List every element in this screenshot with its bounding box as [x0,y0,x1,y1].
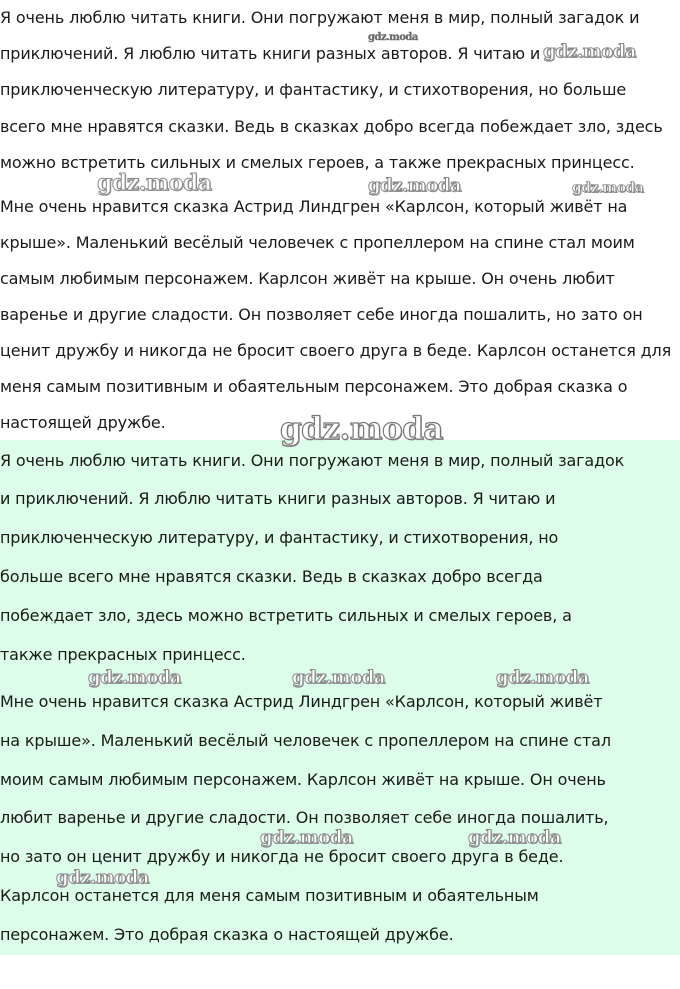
first-text-block [0,0,680,440]
watermark: gdz.moda [368,32,418,43]
first-block-line-5: можно встретить сильных и смелых героев, а также прекрасных принцесс. [0,153,635,172]
watermark: gdz.moda [496,667,589,688]
second-block-line-3: приключенческую литературу, и фантастику, и стихотворения, но [0,528,559,547]
watermark: gdz.moda [572,180,644,196]
second-block-line-7: Мне очень нравится сказка Астрид Линдгрен «Карлсон, который живёт [0,692,603,711]
first-block-line-2: приключений. Я люблю читать книги разных авторов. Я читаю и [0,44,541,63]
watermark: gdz.moda [280,411,443,447]
second-block-line-11: но зато он ценит дружбу и никогда не бросит своего друга в беде. [0,847,564,866]
second-block-line-9: моим самым любимым персонажем. Карлсон живёт на крыше. Он очень [0,770,606,789]
second-block-line-13: персонажем. Это добрая сказка о настоящей дружбе. [0,925,454,944]
second-block-line-1: Я очень люблю читать книги. Они погружают меня в мир, полный загадок [0,451,625,470]
second-block-line-8: на крыше». Маленький весёлый человечек с пропеллером на спине стал [0,731,611,750]
watermark: gdz.moda [368,175,461,196]
second-block-line-2: и приключений. Я люблю читать книги разных авторов. Я читаю и [0,489,556,508]
first-block-line-12: настоящей дружбе. [0,413,166,432]
first-block-line-1: Я очень люблю читать книги. Они погружают меня в мир, полный загадок и [0,8,640,27]
second-block-line-4: больше всего мне нравятся сказки. Ведь в сказках добро всегда [0,567,543,586]
first-block-line-6: Мне очень нравится сказка Астрид Линдгрен «Карлсон, который живёт на [0,197,628,216]
second-block-line-6: также прекрасных принцесс. [0,645,246,664]
watermark: gdz.moda [292,667,385,688]
second-block-line-5: побеждает зло, здесь можно встретить сильных и смелых героев, а [0,606,572,625]
watermark: gdz.moda [468,827,561,848]
first-block-line-3: приключенческую литературу, и фантастику, и стихотворения, но больше [0,80,627,99]
watermark: gdz.moda [97,170,212,196]
watermark: gdz.moda [88,667,181,688]
second-block-line-12: Карлсон останется для меня самым позитивным и обаятельным [0,886,539,905]
watermark: gdz.moda [543,41,636,62]
watermark: gdz.moda [260,827,353,848]
first-block-line-7: крыше». Маленький весёлый человечек с пропеллером на спине стал моим [0,233,635,252]
first-block-line-11: меня самым позитивным и обаятельным персонажем. Это добрая сказка о [0,377,628,396]
first-block-line-4: всего мне нравятся сказки. Ведь в сказках добро всегда побеждает зло, здесь [0,117,663,136]
first-block-line-9: варенье и другие сладости. Он позволяет себе иногда пошалить, но зато он [0,305,643,324]
watermark: gdz.moda [56,867,149,888]
first-block-line-8: самым любимым персонажем. Карлсон живёт на крыше. Он очень любит [0,269,615,288]
first-block-line-10: ценит дружбу и никогда не бросит своего друга в беде. Карлсон останется для [0,341,672,360]
second-block-line-10: любит варенье и другие сладости. Он позволяет себе иногда пошалить, [0,808,609,827]
